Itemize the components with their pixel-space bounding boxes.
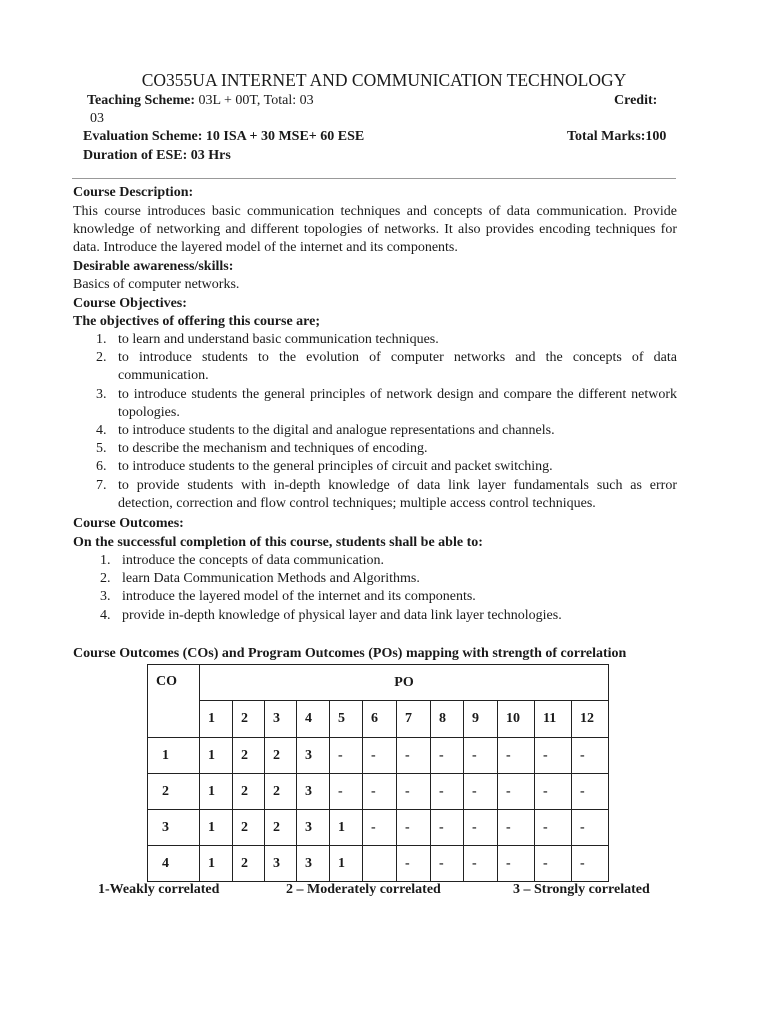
list-item: 2. to introduce students to the evolution of computer networks and the concepts of data communication. <box>96 350 677 384</box>
objectives-heading: Course Objectives: <box>73 296 187 311</box>
evaluation-scheme: Evaluation Scheme: 10 ISA + 30 MSE+ 60 ESE <box>83 129 365 144</box>
duration-ese: Duration of ESE: 03 Hrs <box>83 148 231 163</box>
list-item: 4. to introduce students to the digital and analogue representations and channels. <box>96 423 555 439</box>
po-number: 1 <box>200 701 233 738</box>
legend-strong: 3 – Strongly correlated <box>513 882 650 897</box>
po-number: 10 <box>498 701 535 738</box>
course-description-heading: Course Description: <box>73 185 194 200</box>
po-number: 9 <box>464 701 498 738</box>
po-number: 7 <box>397 701 431 738</box>
list-item: 3. to introduce students the general principles of network design and compare the different network topologies. <box>96 386 677 420</box>
po-header: PO <box>200 665 609 701</box>
teaching-scheme-value: 03L + 00T, Total: 03 <box>198 93 314 108</box>
awareness-heading: Desirable awareness/skills: <box>73 259 234 274</box>
outcomes-list <box>100 552 677 625</box>
credit-value: 03 <box>90 111 104 126</box>
teaching-scheme-label: Teaching Scheme: <box>87 93 195 108</box>
outcomes-heading: Course Outcomes: <box>73 516 184 531</box>
legend-moderate: 2 – Moderately correlated <box>286 882 441 897</box>
legend-weak: 1-Weakly correlated <box>98 882 220 897</box>
co-po-mapping-table <box>147 664 609 882</box>
list-item: 6. to introduce students to the general principles of circuit and packet switching. <box>96 459 553 475</box>
co-header: CO <box>148 665 200 738</box>
list-item: 1. to learn and understand basic communication techniques. <box>96 332 439 347</box>
header-divider <box>72 178 676 179</box>
po-number: 2 <box>233 701 265 738</box>
po-number: 6 <box>363 701 397 738</box>
po-number: 11 <box>535 701 572 738</box>
mapping-caption: Course Outcomes (COs) and Program Outcomes (POs) mapping with strength of correlation <box>73 646 627 661</box>
po-number: 5 <box>330 701 363 738</box>
total-marks: Total Marks:100 <box>567 129 667 144</box>
po-number: 4 <box>297 701 330 738</box>
table-row: 3 1 2 2 3 1 - - - - - - - <box>148 810 609 846</box>
po-number: 8 <box>431 701 464 738</box>
outcomes-subheading: On the successful completion of this course, students shall be able to: <box>73 535 483 550</box>
table-row: 1 1 2 2 3 - - - - - - - - <box>148 738 609 774</box>
list-item: 3. introduce the layered model of the internet and its components. <box>100 589 476 605</box>
course-description-text: This course introduces basic communication techniques and concepts of data communication. Provide knowledge of networking and different topologies of networks. It also provides encoding techniques for data. Introduce the layered model of the internet and its components. <box>73 204 677 256</box>
page-title: CO355UA INTERNET AND COMMUNICATION TECHNOLOGY <box>141 70 627 90</box>
objectives-list <box>96 331 677 513</box>
credit-label: Credit: <box>614 93 658 108</box>
objectives-subheading: The objectives of offering this course are; <box>73 314 321 329</box>
list-item: 2. learn Data Communication Methods and Algorithms. <box>100 571 420 587</box>
po-number: 3 <box>265 701 297 738</box>
po-number: 12 <box>572 701 609 738</box>
teaching-scheme <box>87 93 314 109</box>
list-item: 4. provide in-depth knowledge of physical layer and data link layer technologies. <box>100 607 562 623</box>
awareness-text: Basics of computer networks. <box>73 277 240 292</box>
list-item: 1. introduce the concepts of data communication. <box>100 553 385 568</box>
list-item: 7. to provide students with in-depth knowledge of data link layer fundamentals such as error detection, correction and flow control techniques; multiple access control techniques. <box>96 477 677 511</box>
list-item: 5. to describe the mechanism and techniques of encoding. <box>96 441 428 457</box>
table-row: 2 1 2 2 3 - - - - - - - - <box>148 774 609 810</box>
table-row: 4 1 2 3 3 1 - - - - - - <box>148 846 609 882</box>
